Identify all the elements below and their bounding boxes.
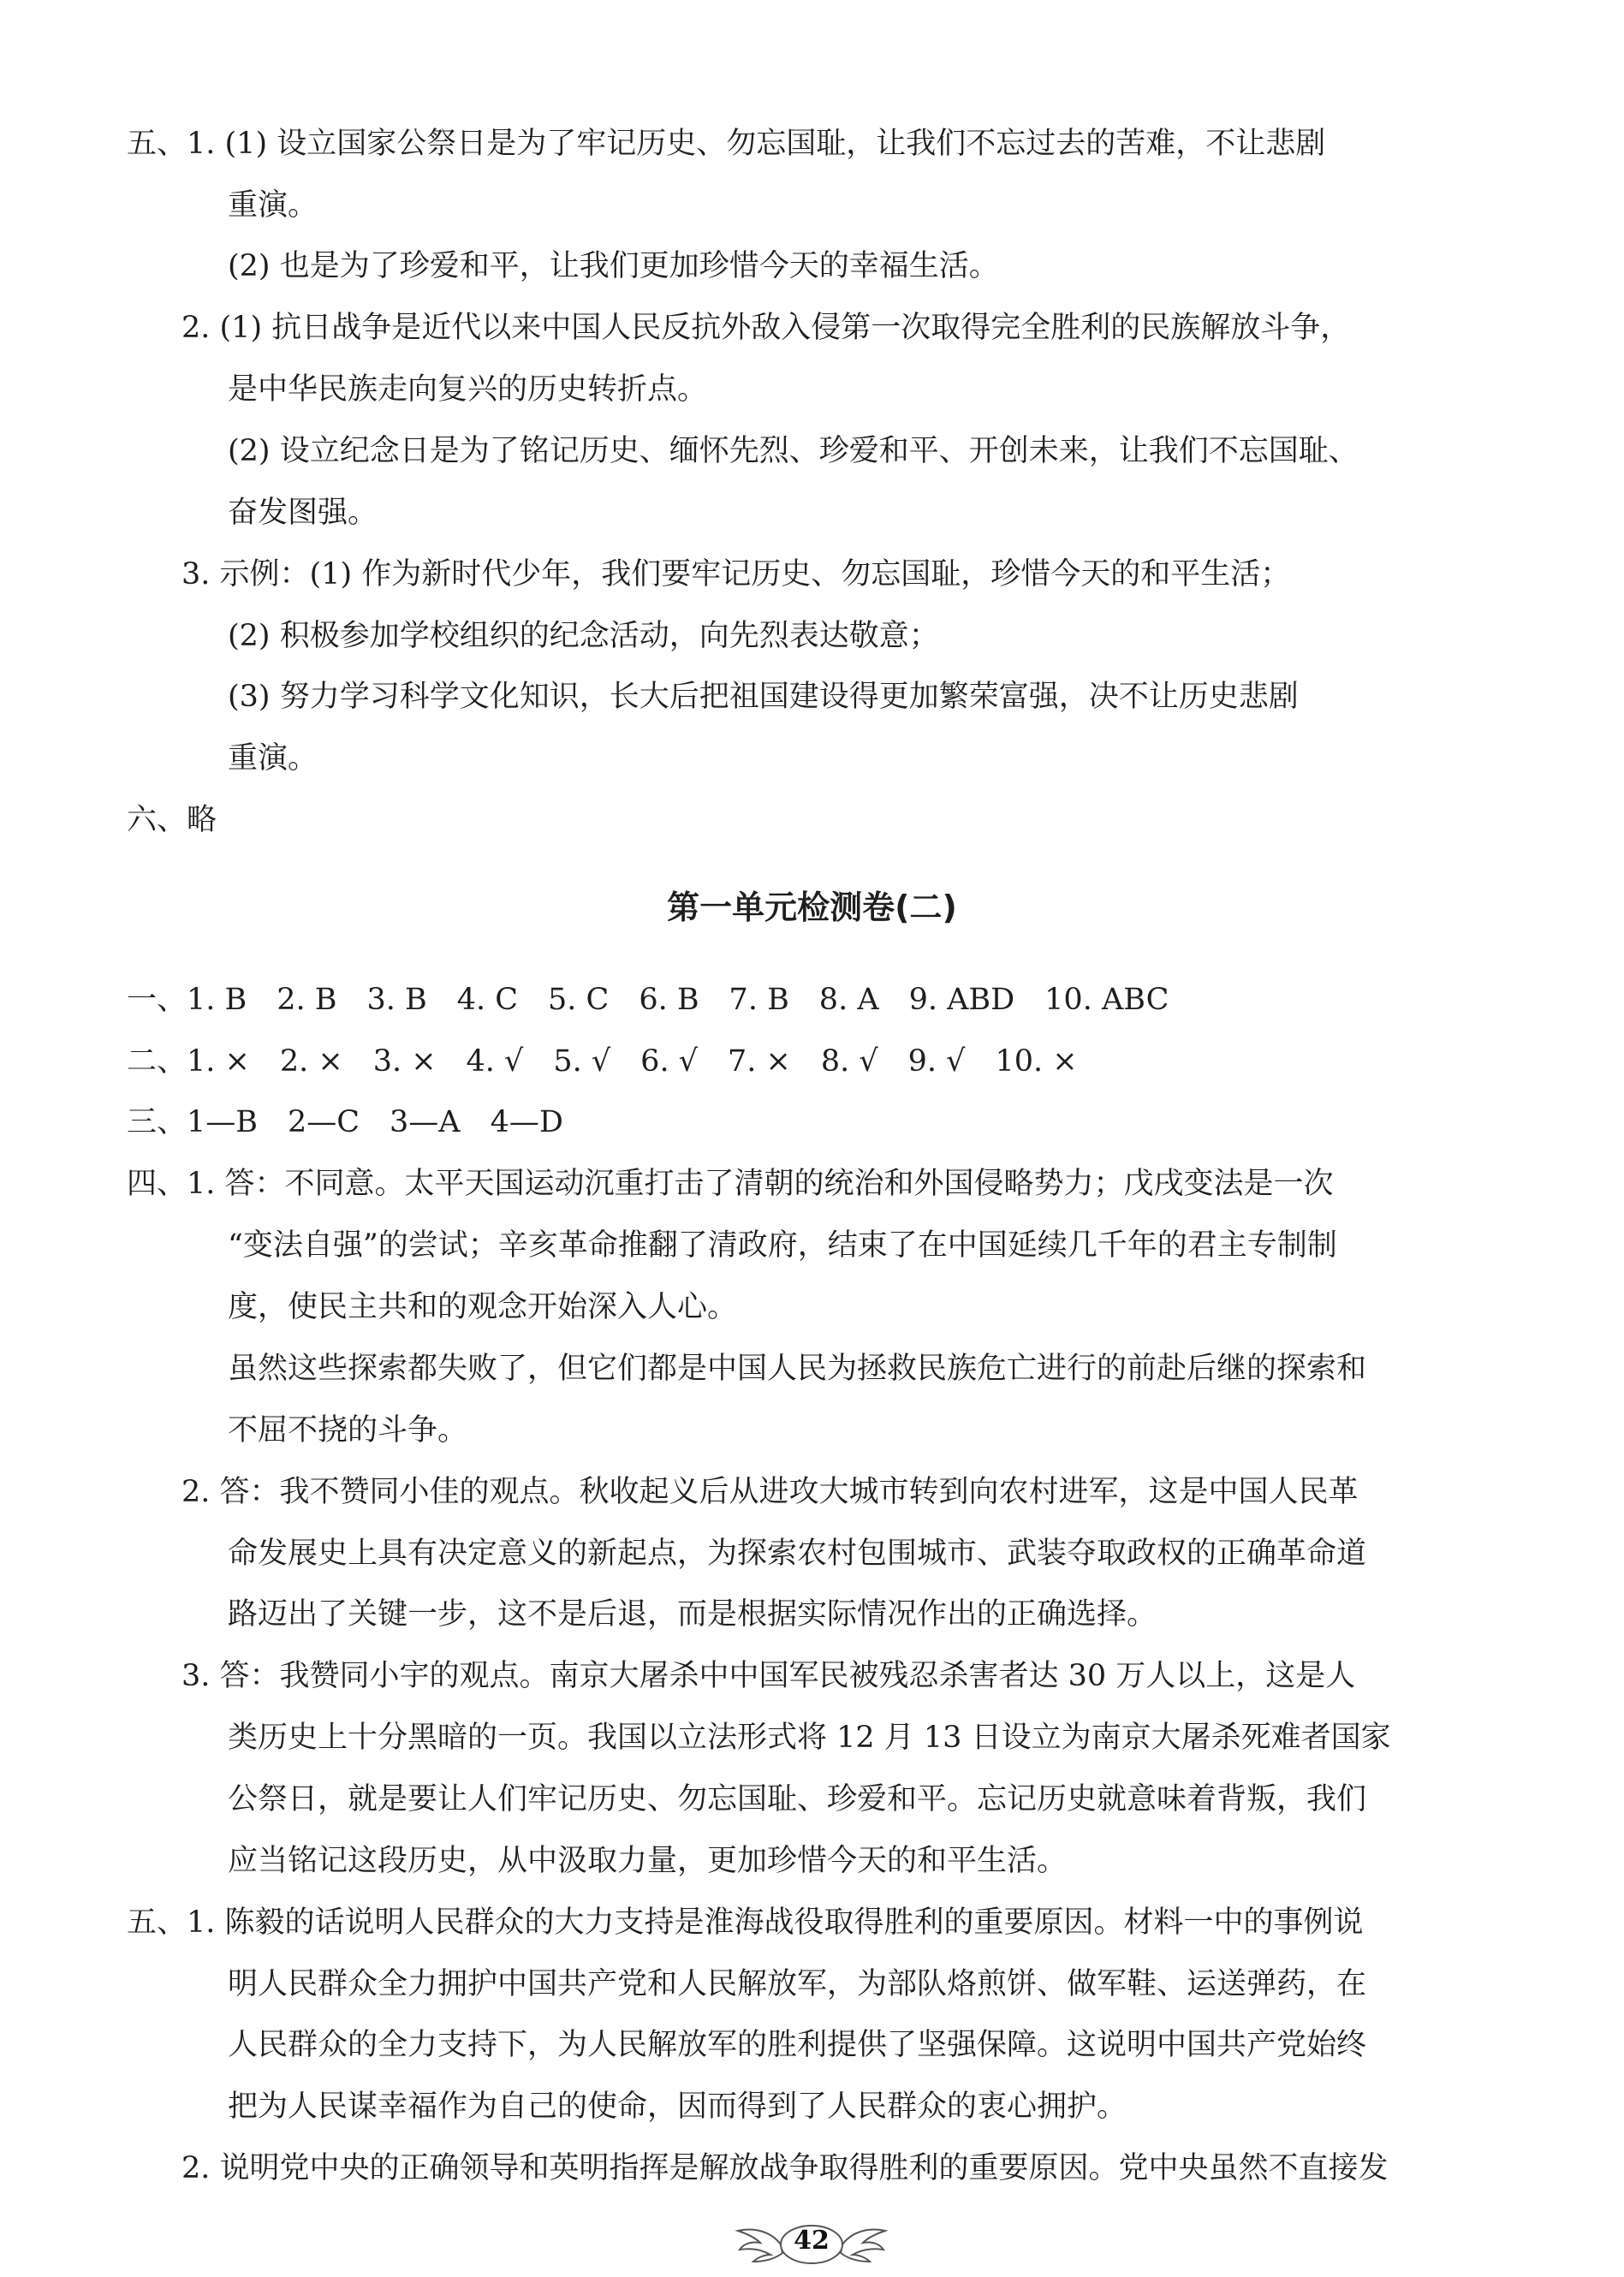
text-line: 不屈不挠的斗争。 — [228, 1413, 468, 1448]
text-line: 2. 说明党中央的正确领导和英明指挥是解放战争取得胜利的重要原因。党中央虽然不直接发 — [181, 2151, 1389, 2185]
text-line: 五、1. (1) 设立国家公祭日是为了牢记历史、勿忘国耻，让我们不忘过去的苦难，不让悲剧 — [127, 127, 1326, 161]
text-line: 路迈出了关键一步，这不是后退，而是根据实际情况作出的正确选择。 — [228, 1597, 1157, 1632]
text-line: 类历史上十分黑暗的一页。我国以立法形式将 12 月 13 日设立为南京大屠杀死难者国家 — [228, 1721, 1391, 1755]
text-line: 公祭日，就是要让人们牢记历史、勿忘国耻、珍爱和平。忘记历史就意味着背叛，我们 — [228, 1782, 1367, 1816]
text-line: 重演。 — [228, 741, 318, 776]
text-line: 度，使民主共和的观念开始深入人心。 — [228, 1290, 738, 1324]
text-line: 一、1. B 2. B 3. B 4. C 5. C 6. B 7. B 8. A 9. ABD 10. ABC — [127, 983, 1169, 1017]
text-line: 明人民群众全力拥护中国共产党和人民解放军，为部队烙煎饼、做军鞋、运送弹药，在 — [228, 1967, 1367, 2001]
text-line: 人民群众的全力支持下，为人民解放军的胜利提供了坚强保障。这说明中国共产党始终 — [228, 2028, 1367, 2062]
text-line: (2) 积极参加学校组织的纪念活动，向先烈表达敬意； — [228, 619, 939, 653]
text-line: 重演。 — [228, 188, 318, 223]
text-line: 五、1. 陈毅的话说明人民群众的大力支持是淮海战役取得胜利的重要原因。材料一中的事例说 — [127, 1905, 1364, 1940]
text-line: 六、略 — [127, 803, 217, 837]
text-line: 命发展史上具有决定意义的新起点，为探索农村包围城市、武装夺取政权的正确革命道 — [228, 1537, 1367, 1571]
text-line: “变法自强”的尝试；辛亥革命推翻了清政府，结束了在中国延续几千年的君主专制制 — [228, 1228, 1337, 1263]
text-line: (3) 努力学习科学文化知识，长大后把祖国建设得更加繁荣富强，决不让历史悲剧 — [228, 680, 1299, 714]
text-line: 四、1. 答：不同意。太平天国运动沉重打击了清朝的统治和外国侵略势力；戊戌变法是一次 — [127, 1167, 1334, 1201]
text-line: 三、1—B 2—C 3—A 4—D — [127, 1105, 563, 1139]
page-number: 42 — [794, 2226, 830, 2256]
text-line: 虽然这些探索都失败了，但它们都是中国人民为拯救民族危亡进行的前赴后继的探索和 — [228, 1352, 1367, 1386]
text-line: 3. 答：我赞同小宇的观点。南京大屠杀中中国军民被残忍杀害者达 30 万人以上，这是人 — [181, 1659, 1356, 1693]
page-number-badge — [735, 2219, 889, 2267]
text-line: 是中华民族走向复兴的历史转折点。 — [228, 372, 708, 407]
text-line: 应当铭记这段历史，从中汲取力量，更加珍惜今天的和平生活。 — [228, 1844, 1068, 1878]
text-line: 3. 示例：(1) 作为新时代少年，我们要牢记历史、勿忘国耻，珍惜今天的和平生活； — [181, 557, 1291, 592]
text-line: 奋发图强。 — [228, 496, 378, 530]
text-line: 二、1. × 2. × 3. × 4. √ 5. √ 6. √ 7. × 8. √ 9. √ 10. × — [127, 1044, 1078, 1079]
text-line: 把为人民谋幸福作为自己的使命，因而得到了人民群众的衷心拥护。 — [228, 2090, 1127, 2124]
text-line: 2. (1) 抗日战争是近代以来中国人民反抗外敌入侵第一次取得完全胜利的民族解放斗争， — [181, 311, 1351, 345]
text-line: (2) 也是为了珍爱和平，让我们更加珍惜今天的幸福生活。 — [228, 249, 999, 283]
section-title: 第一单元检测卷(二) — [667, 889, 957, 926]
text-line: 2. 答：我不赞同小佳的观点。秋收起义后从进攻大城市转到向农村进军，这是中国人民革 — [181, 1475, 1359, 1509]
text-line: (2) 设立纪念日是为了铭记历史、缅怀先烈、珍爱和平、开创未来，让我们不忘国耻、 — [228, 434, 1359, 468]
